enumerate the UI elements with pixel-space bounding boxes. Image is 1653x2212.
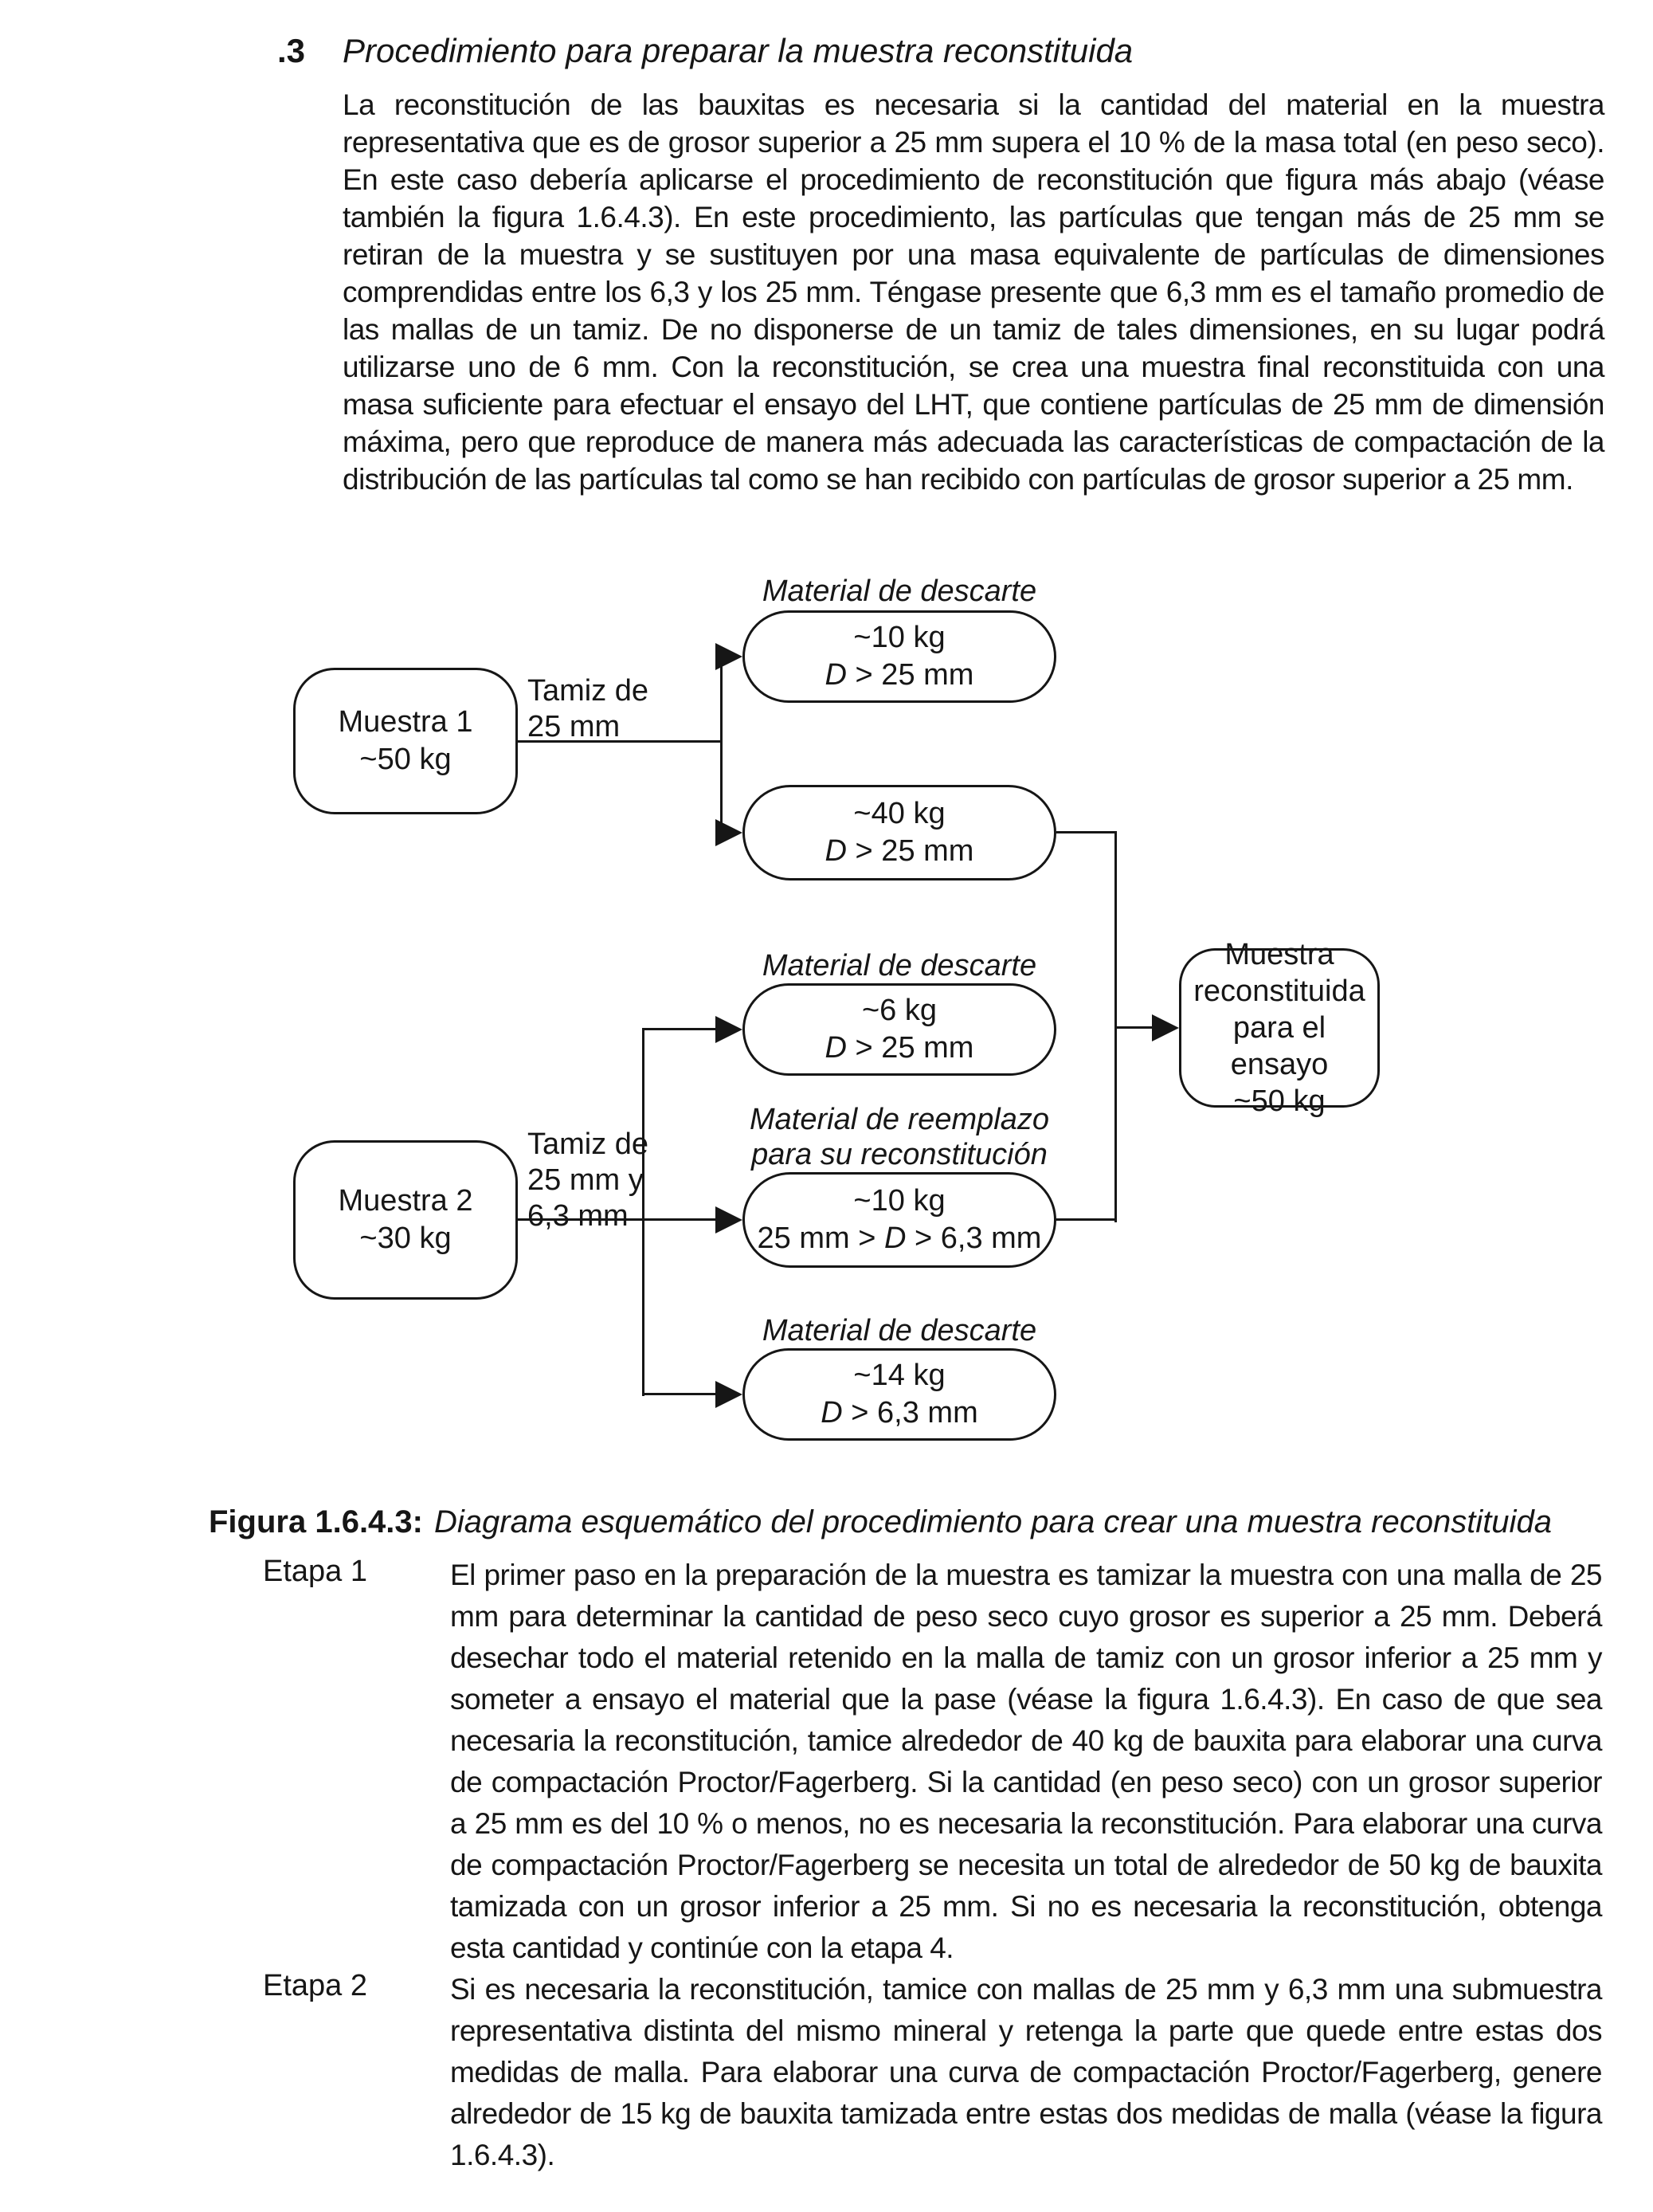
- discard2-box: [742, 983, 1056, 1076]
- step1-text: El primer paso en la preparación de la muestra es tamizar la muestra con una malla de 25 mm para determinar la cantidad de peso seco cuyo grosor es superior a 25 mm. Deberá desechar todo el material retenido en la malla de tamiz con un grosor inferior a 25 mm y someter a ensayo el material que la pase (véase la figura 1.6.4.3). En caso de que sea necesaria la reconstitución, tamice alrededor de 40 kg de bauxita para elaborar una curva de compactación Proctor/Fagerberg. Si la cantidad (en peso seco) con un grosor superior a 25 mm es del 10 % o menos, no es necesaria la reconstitución. Para elaborar una curva de compactación Proctor/Fagerberg se necesita un total de alrededor de 50 kg de bauxita tamizada con un grosor inferior a 25 mm. Si no es necesaria la reconstitución, obtenga esta cantidad y continúe con la etapa 4.: [450, 1559, 1602, 1964]
- discard3-box: [742, 1348, 1056, 1441]
- step2-label: Etapa 2: [263, 1969, 367, 2002]
- discard3-size: D > 6,3 mm: [821, 1396, 978, 1430]
- replacement-size: 25 mm > D > 6,3 mm: [757, 1222, 1042, 1255]
- flow-line-into-discard3: [644, 1393, 715, 1395]
- discard3-mass: ~14 kg: [853, 1359, 946, 1392]
- sample1-name: Muestra 1: [338, 705, 473, 739]
- figure-caption-title: Diagrama esquemático del procedimiento para crear una muestra reconstituida: [433, 1504, 1552, 1539]
- section-title: Procedimiento para preparar la muestra reconstituida: [343, 32, 1134, 69]
- discard1-size: D > 25 mm: [825, 658, 974, 692]
- figure-caption: [209, 1504, 1611, 1540]
- sample1-mass: ~50 kg: [359, 743, 452, 776]
- flow-line-sample1-branch: [720, 655, 723, 834]
- discard2-mass: ~6 kg: [861, 994, 938, 1027]
- replacement-mass: ~10 kg: [853, 1184, 946, 1218]
- step2-text: Si es necesaria la reconstitución, tamice con mallas de 25 mm y 6,3 mm una submuestra representativa distinta del mismo mineral y retenga la parte que quede entre estas dos medidas de malla. Para elaborar una curva de compactación Proctor/Fagerberg, genere alrededor de 15 kg de bauxita tamizada entre estas dos medidas de malla (véase la figura 1.6.4.3).: [450, 1973, 1602, 2171]
- retained1-size: D > 25 mm: [825, 834, 974, 868]
- sieve1-label: [527, 673, 648, 745]
- discard1-label: Material de descarte: [762, 575, 1037, 608]
- retained1-mass: ~40 kg: [853, 797, 946, 830]
- result-mass: ~50 kg: [1233, 1084, 1326, 1118]
- flow-line-retained1-out: [1056, 831, 1117, 833]
- sample2-box: [293, 1140, 518, 1300]
- sample1-box: [293, 668, 518, 814]
- flow-line-into-discard2: [644, 1028, 715, 1030]
- flow-line-replacement-out: [1056, 1218, 1117, 1221]
- discard1-mass: ~10 kg: [853, 621, 946, 654]
- arrowhead-into-discard3-icon: [715, 1381, 742, 1408]
- replacement-label-line1: Material de reemplazo: [750, 1103, 1049, 1136]
- sample2-mass: ~30 kg: [359, 1222, 452, 1255]
- sieve1-label-line2: 25 mm: [527, 710, 621, 743]
- sample2-name: Muestra 2: [338, 1184, 473, 1218]
- step1-label: Etapa 1: [263, 1555, 367, 1588]
- sieve2-label: [527, 1127, 648, 1234]
- discard1-box: [742, 610, 1056, 703]
- sieve2-label-line1: Tamiz de: [527, 1128, 649, 1161]
- intro-paragraph: La reconstitución de las bauxitas es necesaria si la cantidad del material en la muestra representativa que es de grosor superior a 25 mm supera el 10 % de la masa total (en peso seco). En este caso debería aplicarse el procedimiento de reconstitución que figura más abajo (véase también la figura 1.6.4.3). En este procedimiento, las partículas que tengan más de 25 mm se retiran de la muestra y se sustituyen por una masa equivalente de partículas de dimensiones comprendidas entre los 6,3 y los 25 mm. Téngase presente que 6,3 mm es el tamaño promedio de las mallas de un tamiz. De no disponerse de un tamiz de tales dimensiones, en su lugar podrá utilizarse uno de 6 mm. Con la reconstitución, se crea una muestra final reconstituida con una masa suficiente para efectuar el ensayo del LHT, que contiene partículas de 25 mm de dimensión máxima, pero que reproduce de manera más adecuada las características de compactación de la distribución de las partículas tal como se han recibido con partículas de grosor superior a 25 mm.: [343, 88, 1604, 496]
- discard2-label: Material de descarte: [762, 949, 1037, 982]
- retained1-box: [742, 785, 1056, 880]
- section-number: .3: [277, 32, 306, 69]
- replacement-box: [742, 1172, 1056, 1268]
- arrowhead-into-replacement-icon: [715, 1206, 742, 1233]
- arrowhead-into-retained1-icon: [715, 819, 742, 846]
- result-line3: para el ensayo: [1230, 1011, 1329, 1081]
- result-box: [1179, 938, 1380, 1118]
- arrowhead-into-result-icon: [1152, 1014, 1179, 1041]
- sieve2-label-line2: 25 mm y: [527, 1163, 644, 1197]
- result-line1: Muestra: [1224, 938, 1334, 971]
- sieve1-label-line1: Tamiz de: [527, 674, 649, 708]
- result-line2: reconstituida: [1193, 975, 1365, 1008]
- arrowhead-into-discard2-icon: [715, 1016, 742, 1043]
- replacement-label-line2: para su reconstitución: [751, 1138, 1048, 1171]
- discard2-size: D > 25 mm: [825, 1031, 974, 1065]
- flow-line-into-result: [1117, 1026, 1154, 1029]
- sieve2-label-line3: 6,3 mm: [527, 1199, 629, 1233]
- replacement-label: [719, 1102, 1080, 1172]
- arrowhead-into-discard1-icon: [715, 643, 742, 670]
- figure-caption-label: Figura 1.6.4.3:: [209, 1504, 423, 1539]
- discard3-label: Material de descarte: [762, 1314, 1037, 1347]
